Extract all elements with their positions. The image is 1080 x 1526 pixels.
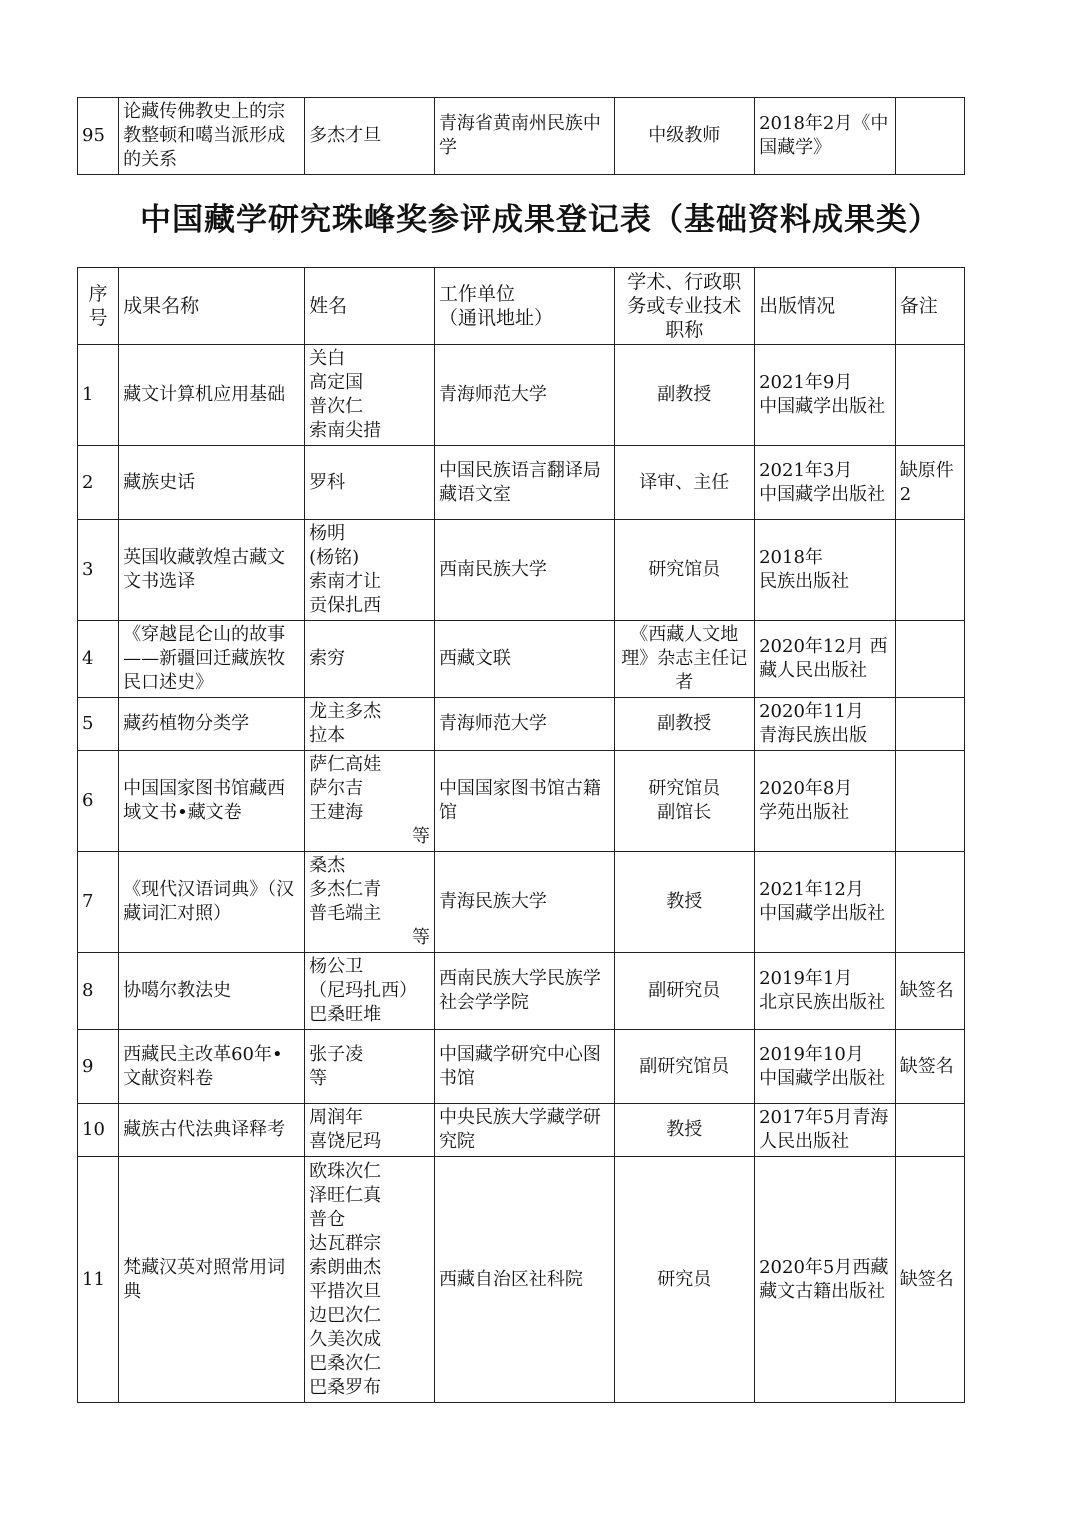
work-unit: 青海师范大学	[434, 345, 614, 446]
remark: 缺原件2	[895, 446, 964, 520]
table-row	[78, 1030, 965, 1104]
position: 译审、主任	[614, 446, 755, 520]
row-number: 6	[78, 751, 119, 852]
table-body	[78, 345, 965, 1403]
author-name: 杨明 (杨铭) 索南才让 贡保扎西	[305, 520, 435, 621]
author-name	[305, 852, 435, 953]
remark: 缺签名	[895, 1157, 964, 1403]
author-name: 索穷	[305, 621, 435, 698]
et-al-note: 等	[411, 927, 430, 948]
position: 教授	[614, 852, 755, 953]
position: 《西藏人文地理》杂志主任记者	[614, 621, 755, 698]
achievement-title: 论藏传佛教史上的宗教整顿和噶当派形成的关系	[119, 98, 305, 175]
position: 副教授	[614, 698, 755, 751]
work-unit: 青海省黄南州民族中学	[434, 98, 614, 175]
publication: 2019年1月 北京民族出版社	[755, 953, 896, 1030]
author-name: 张子凌 等	[305, 1030, 435, 1104]
author-names: 萨仁高娃 萨尔吉 王建海	[309, 754, 382, 823]
author-name: 欧珠次仁 泽旺仁真 普仓 达瓦群宗 索朗曲杰 平措次旦 边巴次仁 久美次成 巴桑次仁 巴桑罗布	[305, 1157, 435, 1403]
position: 中级教师	[614, 98, 755, 175]
header-no: 序号	[78, 268, 119, 345]
publication: 2018年 民族出版社	[755, 520, 896, 621]
work-unit: 中国民族语言翻译局藏语文室	[434, 446, 614, 520]
row-number: 5	[78, 698, 119, 751]
header-remark: 备注	[895, 268, 964, 345]
remark	[895, 621, 964, 698]
header-unit: 工作单位 （通讯地址）	[434, 268, 614, 345]
author-name: 杨公卫 （尼玛扎西） 巴桑旺堆	[305, 953, 435, 1030]
row-number: 7	[78, 852, 119, 953]
position: 研究员	[614, 1157, 755, 1403]
position: 副教授	[614, 345, 755, 446]
publication: 2021年3月 中国藏学出版社	[755, 446, 896, 520]
work-unit: 中国国家图书馆古籍馆	[434, 751, 614, 852]
row-number: 1	[78, 345, 119, 446]
work-unit: 西藏文联	[434, 621, 614, 698]
remark: 缺签名	[895, 953, 964, 1030]
row-number: 95	[78, 98, 119, 175]
position: 副研究员	[614, 953, 755, 1030]
registration-table	[77, 267, 965, 1403]
remark	[895, 1104, 964, 1157]
remark	[895, 698, 964, 751]
work-unit: 中央民族大学藏学研究院	[434, 1104, 614, 1157]
achievement-title: 藏药植物分类学	[119, 698, 305, 751]
row-number: 4	[78, 621, 119, 698]
table-row	[78, 852, 965, 953]
author-names: 桑杰 多杰仁青 普毛端主	[309, 855, 382, 924]
publication: 2019年10月 中国藏学出版社	[755, 1030, 896, 1104]
author-name: 周润年 喜饶尼玛	[305, 1104, 435, 1157]
position: 研究馆员	[614, 520, 755, 621]
row-number: 8	[78, 953, 119, 1030]
table-row	[78, 446, 965, 520]
achievement-title: 《穿越昆仑山的故事——新疆回迁藏族牧民口述史》	[119, 621, 305, 698]
position: 副研究馆员	[614, 1030, 755, 1104]
author-name: 龙主多杰 拉本	[305, 698, 435, 751]
publication: 2018年2月《中国藏学》	[755, 98, 896, 175]
achievement-title: 《现代汉语词典》（汉藏词汇对照）	[119, 852, 305, 953]
header-row	[78, 268, 965, 345]
row-number: 11	[78, 1157, 119, 1403]
remark	[895, 751, 964, 852]
previous-page-table	[77, 97, 965, 175]
row-number: 2	[78, 446, 119, 520]
work-unit: 西南民族大学	[434, 520, 614, 621]
table-row	[78, 1157, 965, 1403]
work-unit: 青海师范大学	[434, 698, 614, 751]
work-unit: 西南民族大学民族学社会学学院	[434, 953, 614, 1030]
header-position: 学术、行政职务或专业技术职称	[614, 268, 755, 345]
remark	[895, 852, 964, 953]
publication: 2020年5月西藏藏文古籍出版社	[755, 1157, 896, 1403]
table-row	[78, 98, 965, 175]
document-title: 中国藏学研究珠峰奖参评成果登记表（基础资料成果类）	[140, 202, 940, 238]
table-row	[78, 953, 965, 1030]
work-unit: 青海民族大学	[434, 852, 614, 953]
remark	[895, 98, 964, 175]
header-name: 姓名	[305, 268, 435, 345]
et-al-note: 等	[411, 826, 430, 847]
achievement-title: 中国国家图书馆藏西域文书•藏文卷	[119, 751, 305, 852]
position: 研究馆员 副馆长	[614, 751, 755, 852]
remark	[895, 345, 964, 446]
work-unit: 中国藏学研究中心图书馆	[434, 1030, 614, 1104]
achievement-title: 藏族史话	[119, 446, 305, 520]
author-name: 多杰才旦	[305, 98, 435, 175]
table-row	[78, 621, 965, 698]
position: 教授	[614, 1104, 755, 1157]
achievement-title: 西藏民主改革60年•文献资料卷	[119, 1030, 305, 1104]
row-number: 3	[78, 520, 119, 621]
achievement-title: 协噶尔教法史	[119, 953, 305, 1030]
publication: 2017年5月青海人民出版社	[755, 1104, 896, 1157]
achievement-title: 英国收藏敦煌古藏文文书选译	[119, 520, 305, 621]
header-title: 成果名称	[119, 268, 305, 345]
row-number: 9	[78, 1030, 119, 1104]
row-number: 10	[78, 1104, 119, 1157]
publication: 2020年11月 青海民族出版	[755, 698, 896, 751]
table-row	[78, 751, 965, 852]
publication: 2021年12月 中国藏学出版社	[755, 852, 896, 953]
publication: 2021年9月 中国藏学出版社	[755, 345, 896, 446]
author-name: 关白 高定国 普次仁 索南尖措	[305, 345, 435, 446]
author-name	[305, 751, 435, 852]
publication: 2020年8月 学苑出版社	[755, 751, 896, 852]
author-name: 罗科	[305, 446, 435, 520]
work-unit: 西藏自治区社科院	[434, 1157, 614, 1403]
table-row	[78, 345, 965, 446]
publication: 2020年12月 西藏人民出版社	[755, 621, 896, 698]
table-row	[78, 698, 965, 751]
remark	[895, 520, 964, 621]
achievement-title: 藏族古代法典译释考	[119, 1104, 305, 1157]
achievement-title: 梵藏汉英对照常用词典	[119, 1157, 305, 1403]
header-publication: 出版情况	[755, 268, 896, 345]
table-row	[78, 520, 965, 621]
achievement-title: 藏文计算机应用基础	[119, 345, 305, 446]
table-row	[78, 1104, 965, 1157]
remark: 缺签名	[895, 1030, 964, 1104]
